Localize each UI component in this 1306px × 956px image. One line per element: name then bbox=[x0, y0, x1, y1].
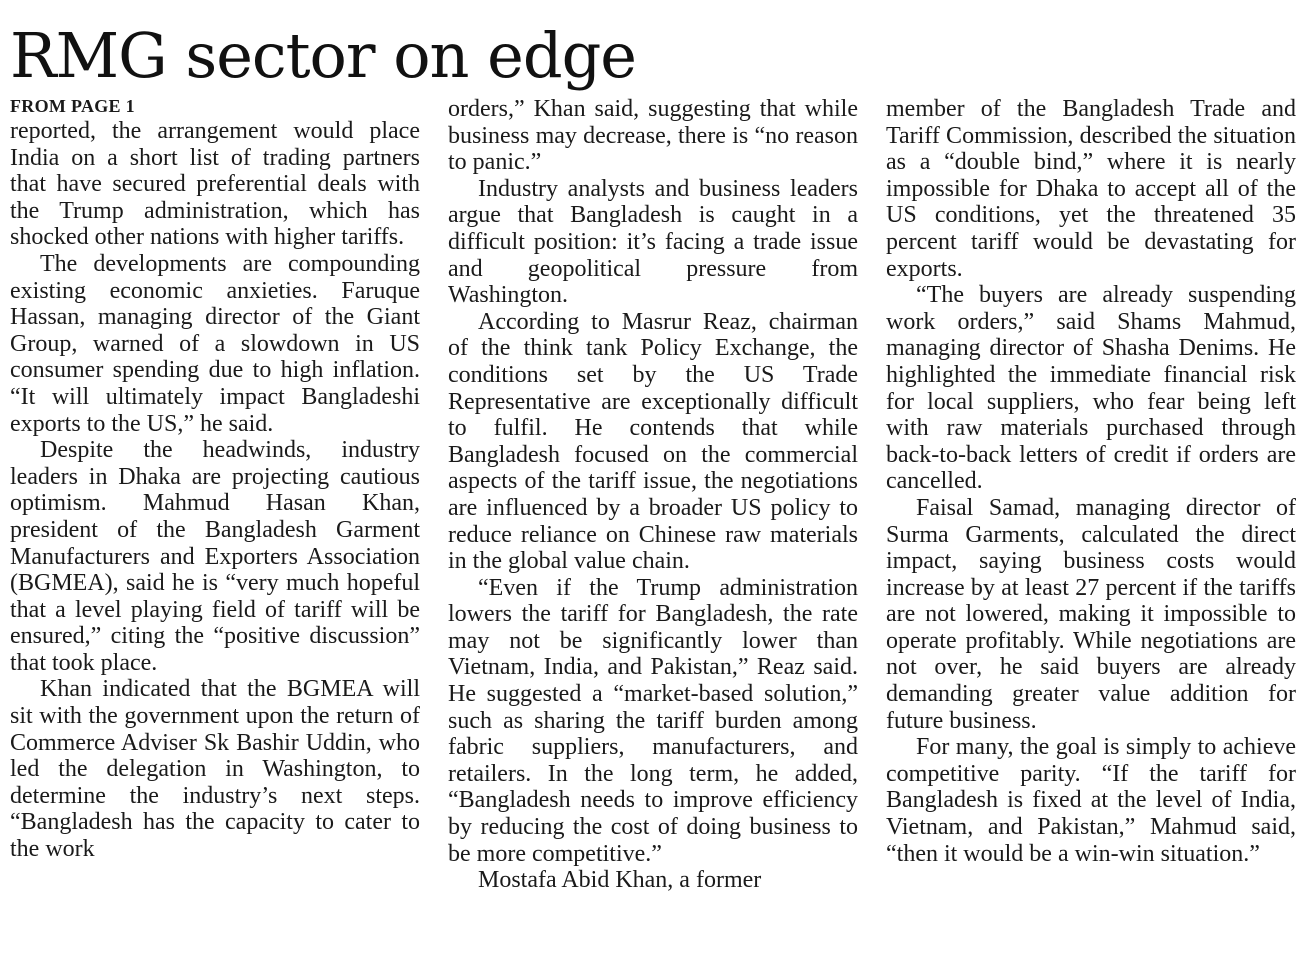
article-column-3 bbox=[886, 96, 1296, 867]
article-column-2 bbox=[448, 96, 858, 894]
paragraph: Mostafa Abid Khan, a former bbox=[478, 867, 762, 894]
paragraph: For many, the goal is simply to achieve competitive parity. “If the tariff for Bangladesh is fixed at the level of India, Vietnam, and Pakistan,” Mahmud said, “then it would be a win-win situation.” bbox=[886, 734, 1296, 867]
paragraph: According to Masrur Reaz, chairman of the think tank Policy Exchange, the conditions set by the US Trade Representative are exceptionally difficult to fulfil. He contends that while Bangladesh focused on the commercial aspects of the tariff issue, the negotiations are influenced by a broader US policy to reduce reliance on Chinese raw materials in the global value chain. bbox=[448, 308, 858, 575]
paragraph: member of the Bangladesh Trade and Tariff Commission, described the situation as a “double bind,” where it is nearly impossible for Dhaka to accept all of the US conditions, yet the threatened 35 percent tariff would be devastating for exports. bbox=[886, 96, 1296, 282]
continuation-kicker: FROM PAGE 1 bbox=[10, 96, 135, 116]
paragraph: orders,” Khan said, suggesting that while business may decrease, there is “no reason to panic.” bbox=[448, 96, 858, 176]
headline: RMG sector on edge bbox=[10, 19, 636, 92]
paragraph: The developments are compounding existing economic anxieties. Faruque Hassan, managing director of the Giant Group, warned of a slowdown in US consumer spending due to high inflation. “It will ultimately impact Bangladeshi exports to the US,” he said. bbox=[10, 250, 420, 437]
paragraph: reported, the arrangement would place India on a short list of trading partners that have secured preferential deals with the Trump administration, which has shocked other nations with higher tariffs. bbox=[10, 118, 420, 251]
paragraph: Industry analysts and business leaders argue that Bangladesh is caught in a difficult position: it’s facing a trade issue and geopolitical pressure from Washington. bbox=[448, 175, 858, 309]
article-column-1 bbox=[10, 96, 420, 863]
paragraph: Faisal Samad, managing director of Surma Garments, calculated the direct impact, saying business costs would increase by at least 27 percent if the tariffs are not lowered, making it impossible to operate profitably. While negotiations are not over, he said buyers are already demanding greater value addition for future business. bbox=[886, 494, 1296, 734]
paragraph: Despite the headwinds, industry leaders in Dhaka are projecting cautious optimism. Mahmud Hasan Khan, president of the Bangladesh Garment Manufacturers and Exporters Association (BGMEA), said he is “very much hopeful that a level playing field of tariff will be ensured,” citing the “positive discussion” that took place. bbox=[10, 437, 420, 676]
paragraph: “Even if the Trump administration lowers the tariff for Bangladesh, the rate may not be significantly lower than Vietnam, India, and Pakistan,” Reaz said. He suggested a “market-based solution,” such as sharing the tariff burden among fabric suppliers, manufacturers, and retailers. In the long term, he added, “Bangladesh needs to improve efficiency by reducing the cost of doing business to be more competitive.” bbox=[448, 574, 858, 867]
paragraph: “The buyers are already suspending work orders,” said Shams Mahmud, managing director of Shasha Denims. He highlighted the immediate financial risk for local suppliers, who fear being left with raw materials purchased through back-to-back letters of credit if orders are cancelled. bbox=[886, 282, 1296, 495]
paragraph: Khan indicated that the BGMEA will sit with the government upon the return of Commerce Adviser Sk Bashir Uddin, who led the delegation in Washington, to determine the industry’s next steps. “Bangladesh has the capacity to cater to the work bbox=[10, 676, 420, 863]
